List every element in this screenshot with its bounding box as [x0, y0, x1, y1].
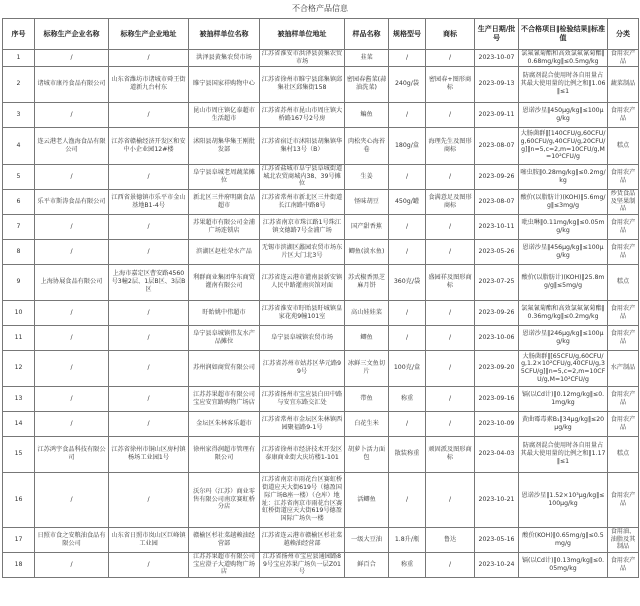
table-cell: / — [35, 300, 109, 325]
table-cell: 氯氟氰菊酯和高效氯氟氰菊酯‖0.68mg/kg‖≤0.5mg/kg — [519, 50, 608, 67]
table-cell: 鲜百合 — [345, 552, 389, 577]
table-cell: / — [35, 164, 109, 189]
table-cell: 江苏苏果超市有限公司宝应澄子大道购物广场店 — [189, 552, 260, 577]
table-row — [3, 214, 639, 239]
table-cell: 江苏省淮安市洪泽县黄集农贸市场 — [260, 50, 345, 67]
table-cell: 盱眙姚中伟超市 — [189, 300, 260, 325]
table-cell: 江苏省扬州市宝应县通园路89号宝应苏果广场负一层Z01号 — [260, 552, 345, 577]
table-cell: 白花生米 — [345, 411, 389, 436]
table-cell: 7 — [3, 214, 35, 239]
table-cell: 糕点 — [608, 264, 639, 300]
table-cell: 新北区三井府明副食品超市 — [189, 189, 260, 214]
table-cell: 2023-09-11 — [475, 102, 519, 127]
table-cell: 洪泽县黄集农贸市场 — [189, 50, 260, 67]
table-cell: 镉(以Cd计)‖0.13mg/kg‖≤0.05mg/kg — [519, 552, 608, 577]
table-cell: 山东省日照市岚山区巨峰镇工业园 — [109, 527, 189, 552]
table-cell: 江苏省徐州市睢宁县邱集镇邱集社区邱集街158 — [260, 66, 345, 102]
table-cell: / — [109, 325, 189, 350]
table-header-row — [3, 19, 639, 50]
table-cell: 密园春+图形商标 — [426, 66, 475, 102]
table-cell: 上海协展食品有限公司 — [35, 264, 109, 300]
table-row — [3, 50, 639, 67]
table-cell: 食用农产品 — [608, 214, 639, 239]
table-cell: 450g/罐 — [389, 189, 426, 214]
header-cell: 序号 — [3, 19, 35, 50]
table-cell: 15 — [3, 436, 35, 472]
table-cell: 糕点 — [608, 127, 639, 164]
table-cell: 盛园祥及图形商标 — [426, 264, 475, 300]
header-cell: 商标 — [426, 19, 475, 50]
table-cell: 顽固派及图形商标 — [426, 436, 475, 472]
table-cell: 江苏省赣榆经济开发区和安中小企业园12#楼 — [109, 127, 189, 164]
table-cell: 诸城市康丹食品有限公司 — [35, 66, 109, 102]
header-cell: 规格型号 — [389, 19, 426, 50]
table-cell: 2023-05-16 — [475, 527, 519, 552]
table-cell: 恩诺沙星‖450μg/kg‖≤100μg/kg — [519, 102, 608, 127]
table-cell: 一级大豆油 — [345, 527, 389, 552]
table-cell: 大肠菌群‖[140CFU/g,60CFU/g,60CFU/g,40CFU/g,20CFU/g]‖n=5,c=2,m=10CFU/g,M=10²CFU/g — [519, 127, 608, 164]
table-cell: 带鱼 — [345, 386, 389, 411]
table-cell: / — [35, 386, 109, 411]
table-row — [3, 102, 639, 127]
table-cell: 怪味胡豆 — [345, 189, 389, 214]
table-cell: 100克/盒 — [389, 350, 426, 386]
table-cell: 1.8升/瓶 — [389, 527, 426, 552]
table-cell: 散装称重 — [389, 436, 426, 472]
table-cell: 赣榆区杉社菜越赖油经营部 — [189, 527, 260, 552]
table-cell: / — [35, 102, 109, 127]
table-row — [3, 386, 639, 411]
table-cell: 酸价(以脂肪计)(KOH)‖25.8mg/g‖≤5mg/g — [519, 264, 608, 300]
table-cell: / — [35, 239, 109, 264]
table-cell: / — [389, 300, 426, 325]
header-cell: 被抽样单位地址 — [260, 19, 345, 50]
table-cell: 密园春酱菜(蒜油洗菜) — [345, 66, 389, 102]
table-cell: 日照市食之安粮油食品有限公司 — [35, 527, 109, 552]
table-cell: 称重 — [389, 552, 426, 577]
table-cell: 苏式椒香黑芝麻月饼 — [345, 264, 389, 300]
table-cell: 恩诺沙星‖1.52×10³μg/kg‖≤100μg/kg — [519, 472, 608, 527]
table-cell: 食用农产品 — [608, 102, 639, 127]
table-cell: 鲫鱼(淡水鱼) — [345, 239, 389, 264]
table-cell: 江苏省淮安市盱眙县盱城镇皇家花苑9幢101室 — [260, 300, 345, 325]
table-cell: 2023-09-26 — [475, 164, 519, 189]
table-cell: 称重 — [389, 386, 426, 411]
table-row — [3, 325, 639, 350]
table-cell: 连云港老人渔海食品有限公司 — [35, 127, 109, 164]
table-cell: 2023-09-16 — [475, 386, 519, 411]
table-cell: / — [109, 411, 189, 436]
table-cell: 9 — [3, 264, 35, 300]
table-cell: 昆山市周庄镇亿泰超市生活超市 — [189, 102, 260, 127]
table-cell: 食用农产品 — [608, 164, 639, 189]
table-cell: 江苏省南京市珠江路1号珠江镇文德路7号金浦广场 — [260, 214, 345, 239]
table-cell: 大肠菌群‖[65CFU/g,60CFU/g,1.2×10²CFU/g,40CFU/g,35CFU/g]‖n=5,c=2,m=10CFU/g,M=10²CFU/g — [519, 350, 608, 386]
table-cell: / — [426, 164, 475, 189]
table-cell: 2023-07-25 — [475, 264, 519, 300]
table-cell: 镉(以Cd计)‖0.12mg/kg‖≤0.1mg/kg — [519, 386, 608, 411]
table-cell: / — [35, 350, 109, 386]
table-cell: / — [35, 411, 109, 436]
table-cell: 江苏省苏州市昆山市周庄镇大桥路167号2号房 — [260, 102, 345, 127]
table-cell: 生姜 — [345, 164, 389, 189]
table-cell: / — [426, 472, 475, 527]
table-cell: / — [426, 325, 475, 350]
table-cell: 14 — [3, 411, 35, 436]
table-cell: 酸价(KOH)‖0.65mg/g‖≤0.5mg/g — [519, 527, 608, 552]
header-cell: 标称生产企业名称 — [35, 19, 109, 50]
table-cell: / — [426, 411, 475, 436]
table-cell: / — [389, 325, 426, 350]
table-cell: 酸价(以脂肪计)(KOH)‖5.6mg/g‖≤3mg/g — [519, 189, 608, 214]
table-row — [3, 527, 639, 552]
table-cell: 恩诺沙星‖456μg/kg‖≤100μg/kg — [519, 239, 608, 264]
table-cell: 食用油、油脂及其制品 — [608, 527, 639, 552]
table-cell: 江苏鸿宇食品科技有限公司 — [35, 436, 109, 472]
table-cell: 睢宁县国家祥购物中心 — [189, 66, 260, 102]
table-cell: 江苏省扬州市宝应县白田中路与安宜东路交汇处 — [260, 386, 345, 411]
table-cell: 江苏省连云港市灌南县新安镇人民中路灌南宾馆对面 — [260, 264, 345, 300]
table-cell: 2023-09-26 — [475, 300, 519, 325]
table-cell: 2023-10-21 — [475, 472, 519, 527]
table-cell: 2023-10-06 — [475, 325, 519, 350]
table-cell: 沃尔玛（江苏）商业零售有限公司南京赛虹桥分店 — [189, 472, 260, 527]
table-cell: 江苏苏果超市有限公司宝应安宜路购物广场店 — [189, 386, 260, 411]
table-cell: 18 — [3, 552, 35, 577]
table-cell: 海理先生及图形商标 — [426, 127, 475, 164]
table-cell: 2023-10-09 — [475, 411, 519, 436]
table-cell: 阜宁县阜城镇伟友水产品摊位 — [189, 325, 260, 350]
table-cell: 苏州润如商贸有限公司 — [189, 350, 260, 386]
table-cell: 180g/盒 — [389, 127, 426, 164]
table-cell: 2023-10-07 — [475, 50, 519, 67]
table-cell: / — [426, 350, 475, 386]
table-cell: 食用农产品 — [608, 239, 639, 264]
table-row — [3, 164, 639, 189]
table-cell: 食用农产品 — [608, 552, 639, 577]
table-cell: 2023-05-26 — [475, 239, 519, 264]
header-cell: 分类 — [608, 19, 639, 50]
table-cell: / — [389, 239, 426, 264]
table-cell: 240g/袋 — [389, 66, 426, 102]
table-cell: 阜宁县阜城老周蔬菜摊位 — [189, 164, 260, 189]
table-cell: 2023-09-13 — [475, 66, 519, 102]
table-cell: 食用农产品 — [608, 300, 639, 325]
table-cell: 食用农产品 — [608, 50, 639, 67]
table-cell: 噻虫胺‖0.28mg/kg‖≤0.2mg/kg — [519, 164, 608, 189]
table-cell: 糕点 — [608, 436, 639, 472]
table-cell: / — [109, 164, 189, 189]
table-cell: 11 — [3, 325, 35, 350]
table-cell: / — [389, 411, 426, 436]
table-cell: / — [109, 386, 189, 411]
table-cell: 17 — [3, 527, 35, 552]
table-cell: 江苏省苏州市姑苏区华元路99号 — [260, 350, 345, 386]
table-cell: 水产制品 — [608, 350, 639, 386]
table-cell: 肉松夹心海苔卷 — [345, 127, 389, 164]
table-cell: 利群商业集团华东商贸灌南有限公司 — [189, 264, 260, 300]
table-row — [3, 552, 639, 577]
table-cell: / — [426, 102, 475, 127]
table-cell: / — [426, 214, 475, 239]
table-cell: 沭阳县胡集华集王刚批发部 — [189, 127, 260, 164]
table-cell: 阜宁县阜城镇农贸市场 — [260, 325, 345, 350]
table-cell: 炒货食品及坚果制品 — [608, 189, 639, 214]
table-cell: / — [35, 214, 109, 239]
table-cell: 2023-08-07 — [475, 189, 519, 214]
table-cell: / — [109, 472, 189, 527]
table-cell: 2023-04-03 — [475, 436, 519, 472]
table-cell: 乐平市斯涛食品有限公司 — [35, 189, 109, 214]
table-cell: 食满意足及图形商标 — [426, 189, 475, 214]
table-cell: 2023-10-11 — [475, 214, 519, 239]
header-cell: 被抽样单位名称 — [189, 19, 260, 50]
table-cell: 食用农产品 — [608, 325, 639, 350]
table-cell: / — [35, 50, 109, 67]
header-cell: 不合格项目‖检验结果‖标准值 — [519, 19, 608, 50]
table-cell: 江苏省徐州市铜山区房村镇杨场工业园1号 — [109, 436, 189, 472]
table-cell: 食用农产品 — [608, 411, 639, 436]
table-cell: 活鲫鱼 — [345, 472, 389, 527]
table-cell: / — [426, 50, 475, 67]
table-cell: 金坛区朱林客乐超市 — [189, 411, 260, 436]
table-row — [3, 436, 639, 472]
table-row — [3, 472, 639, 527]
table-row — [3, 66, 639, 102]
table-cell: 国产甜香蕉 — [345, 214, 389, 239]
table-cell: / — [426, 239, 475, 264]
table-cell: / — [109, 300, 189, 325]
table-cell: 12 — [3, 350, 35, 386]
header-cell: 样品名称 — [345, 19, 389, 50]
table-cell: / — [426, 552, 475, 577]
table-cell: / — [35, 552, 109, 577]
table-cell: 鳊鱼 — [345, 102, 389, 127]
table-cell: / — [109, 102, 189, 127]
table-cell: 16 — [3, 472, 35, 527]
table-cell: 5 — [3, 164, 35, 189]
table-cell: 胡萝卜活力面包 — [345, 436, 389, 472]
table-cell: / — [389, 164, 426, 189]
table-cell: 韭菜 — [345, 50, 389, 67]
table-cell: 江苏省连云港市赣榆区杉社菜越赖油经营部 — [260, 527, 345, 552]
table-cell: 江西省景德镇市乐平市金山基地B1-4号 — [109, 189, 189, 214]
table-cell: 防腐剂混合使用时各自用量占其最大使用量的比例之和‖1.06‖≤1 — [519, 66, 608, 102]
table-row — [3, 300, 639, 325]
table-cell: / — [109, 552, 189, 577]
table-row — [3, 127, 639, 164]
table-cell: 江苏省盐城市阜宁县阜城街道城北农贸商城内38、39号摊位 — [260, 164, 345, 189]
table-cell: 2 — [3, 66, 35, 102]
table-row — [3, 350, 639, 386]
table-cell: 360克/袋 — [389, 264, 426, 300]
table-cell: 13 — [3, 386, 35, 411]
table-cell: / — [109, 239, 189, 264]
table-cell: 江苏省南京市雨花台区赛虹桥街道应天大街619号（德盈国际广场B座一楼）（仓库）地址：江苏省南京市雨花台区赛虹桥街道应天大街619号德盈国际广场负一楼 — [260, 472, 345, 527]
table-body — [3, 50, 639, 578]
table-row — [3, 239, 639, 264]
table-cell: / — [426, 386, 475, 411]
table-cell: / — [389, 214, 426, 239]
table-cell: 4 — [3, 127, 35, 164]
table-cell: / — [109, 50, 189, 67]
table-cell: 恩诺沙星‖246μg/kg‖≤100μg/kg — [519, 325, 608, 350]
table-cell: 2023-09-20 — [475, 350, 519, 386]
table-cell: 10 — [3, 300, 35, 325]
table-cell: 2023-10-24 — [475, 552, 519, 577]
table-row — [3, 411, 639, 436]
table-cell: 上海市嘉定区曹安路4560号3幢2层、1层B区、3层B区 — [109, 264, 189, 300]
table-cell: 防腐剂混合使用时各自用量占其最大使用量的比例之和‖1.17‖≤1 — [519, 436, 608, 472]
page-title: 不合格产品信息 — [292, 4, 348, 13]
table-cell: 江苏省徐州市经济技术开发区泰康商业街大庆坊楼1-101 — [260, 436, 345, 472]
table-cell: 高山娃娃菜 — [345, 300, 389, 325]
table-cell: 徐州家得润超市管理有限公司 — [189, 436, 260, 472]
table-cell: 江苏省宿迁市沭阳县胡集镇华集村13号（B） — [260, 127, 345, 164]
table-cell: / — [35, 472, 109, 527]
table-cell: 食用农产品 — [608, 386, 639, 411]
table-cell: / — [35, 325, 109, 350]
table-cell: 2023-08-07 — [475, 127, 519, 164]
table-row — [3, 189, 639, 214]
table-cell: 苏果超市有限公司金浦广场连锁店 — [189, 214, 260, 239]
table-cell: 鲫鱼 — [345, 325, 389, 350]
header-cell: 标称生产企业地址 — [109, 19, 189, 50]
table-cell: 滨湖区赵杜荣水产品 — [189, 239, 260, 264]
table-cell: / — [426, 300, 475, 325]
table-cell: / — [109, 214, 189, 239]
table-cell: 江苏省常州市新北区三井街道长江南路中路8号 — [260, 189, 345, 214]
header-cell: 生产日期/批号 — [475, 19, 519, 50]
table-cell: / — [109, 350, 189, 386]
table-cell: 食用农产品 — [608, 472, 639, 527]
table-cell: 6 — [3, 189, 35, 214]
table-cell: 冰鲜三文鱼切片 — [345, 350, 389, 386]
table-cell: 8 — [3, 239, 35, 264]
table-cell: 氯氟氰菊酯和高效氯氟氰菊酯‖0.36mg/kg‖≤0.2mg/kg — [519, 300, 608, 325]
table-cell: 鲁达 — [426, 527, 475, 552]
table-cell: / — [389, 50, 426, 67]
nonconforming-products-table — [2, 18, 639, 578]
table-cell: 蔬菜制品 — [608, 66, 639, 102]
table-cell: 1 — [3, 50, 35, 67]
table-cell: 江苏省常州市金坛区朱林镇西园聚福路9-1号 — [260, 411, 345, 436]
table-row — [3, 264, 639, 300]
table-cell: 吡虫啉‖0.11mg/kg‖≤0.05mg/kg — [519, 214, 608, 239]
table-cell: / — [389, 102, 426, 127]
table-cell: 山东省潍坊市诸城市舜王街道新九台村东 — [109, 66, 189, 102]
table-cell: 黄曲霉毒素B₁‖34μg/kg‖≤20μg/kg — [519, 411, 608, 436]
table-cell: 3 — [3, 102, 35, 127]
table-cell: 无锡市滨湖区蠡园农贸市场东片区大门北3号 — [260, 239, 345, 264]
table-cell: / — [389, 472, 426, 527]
